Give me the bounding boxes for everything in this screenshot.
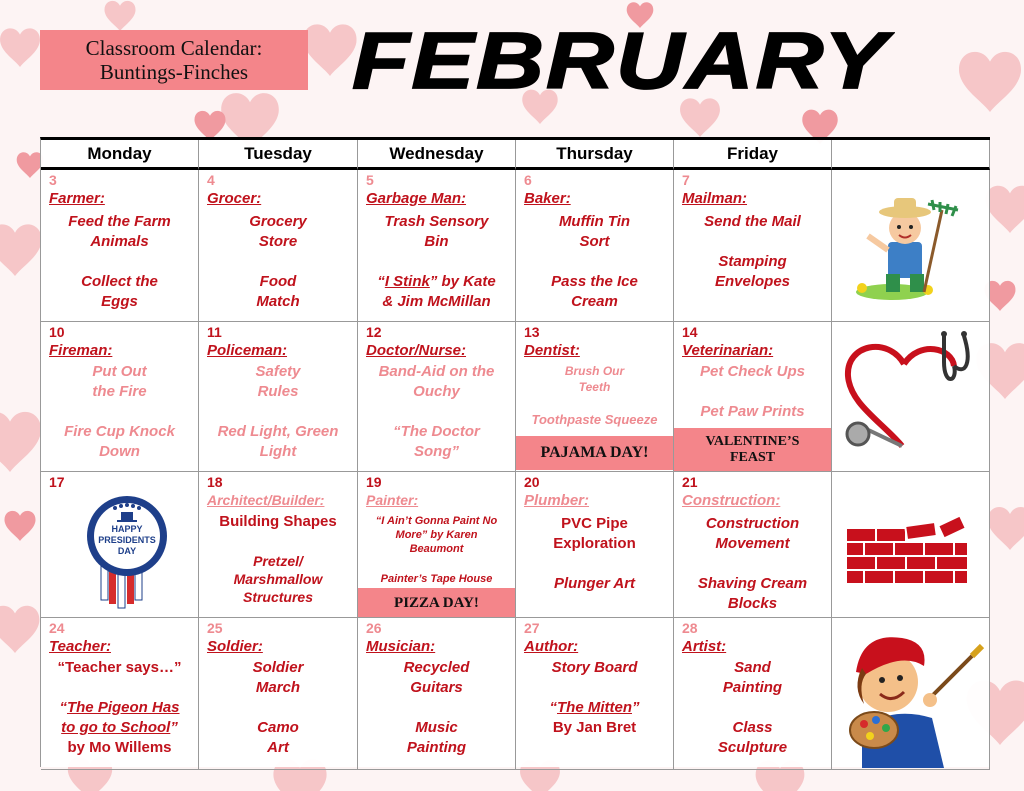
activity-line: Music [415, 719, 458, 736]
day-cell-24 [41, 618, 199, 770]
day-cell-4 [199, 170, 358, 322]
pizza-day-banner: PIZZA DAY! [358, 588, 515, 618]
activity-line: Collect the [81, 273, 158, 290]
activity-line: Sculpture [717, 739, 788, 756]
activity-line: Painter’s Tape House [380, 573, 493, 585]
activity-line: Rules [257, 383, 299, 400]
activity-line: Story Board [551, 659, 638, 676]
day-number: 10 [49, 324, 65, 340]
farmer-icon [832, 170, 990, 322]
activity-line: Muffin Tin [558, 213, 631, 230]
career-label: Garbage Man: [366, 190, 467, 207]
book-title-line: “I Stink” by Kate [377, 273, 496, 290]
header-blank [832, 140, 990, 170]
activity-line: Sand [734, 659, 771, 676]
day-number: 12 [366, 324, 382, 340]
day-cell-18 [199, 472, 358, 618]
badge-line: DAY [117, 546, 137, 556]
day-number: 3 [49, 172, 57, 188]
activity-line: by Mo Willems [67, 739, 172, 756]
activity-line: & Jim McMillan [382, 293, 491, 310]
activity-line: Brush Our [564, 364, 625, 378]
activity-line: More” by Karen [395, 529, 478, 541]
career-label: Artist: [682, 638, 727, 655]
day-cell-26 [358, 618, 516, 770]
day-cell-7 [674, 170, 832, 322]
activity-line: Toothpaste Squeeze [531, 412, 658, 427]
activity-line: Art [267, 739, 289, 756]
activity-line: Cream [571, 293, 618, 310]
banner-line: VALENTINE’S [705, 434, 800, 449]
day-cell-11 [199, 322, 358, 472]
month-title: FEBRUARY [352, 15, 889, 105]
day-cell-14 [674, 322, 832, 472]
day-number: 26 [366, 620, 382, 636]
activity-line: March [255, 679, 301, 696]
activity-line: Fire Cup Knock [64, 423, 175, 440]
day-number: 25 [207, 620, 223, 636]
career-label: Musician: [366, 638, 436, 655]
activity-line: Ouchy [413, 383, 460, 400]
day-number: 5 [366, 172, 374, 188]
activity-line: “Teacher says…” [57, 659, 182, 676]
activity-line: Sort [579, 233, 610, 250]
book-title-line: “The Mitten” [549, 699, 640, 716]
header-tuesday: Tuesday [199, 140, 358, 170]
activity-line: Movement [715, 535, 790, 552]
activity-line: Safety [255, 363, 301, 380]
activity-line: Envelopes [714, 273, 791, 290]
activity-line: Eggs [101, 293, 138, 310]
activity-line: Trash Sensory [384, 213, 489, 230]
activity-line: Store [258, 233, 298, 250]
picture-cell-artist [832, 618, 990, 770]
header-wednesday: Wednesday [358, 140, 516, 170]
stethoscope-icon [832, 322, 990, 472]
activity-line: Song” [414, 443, 459, 460]
activity-line: Painting [722, 679, 783, 696]
activity-line: Construction [705, 515, 800, 532]
banner-line: FEAST [729, 450, 776, 465]
valentines-feast-banner [674, 428, 831, 472]
activity-line: Red Light, Green [217, 423, 339, 440]
career-label: Construction: [682, 492, 781, 509]
day-number: 28 [682, 620, 698, 636]
activity-line: Plunger Art [553, 575, 636, 592]
day-cell-13 [516, 322, 674, 472]
header-monday: Monday [41, 140, 199, 170]
career-label: Architect/Builder: [207, 492, 325, 508]
calendar-title-line2: Buntings-Finches [99, 60, 249, 84]
activity-line: Food [259, 273, 297, 290]
activity-line: Beaumont [409, 543, 464, 555]
book-title: I Stink [384, 273, 430, 290]
header-friday: Friday [674, 140, 832, 170]
header-thursday: Thursday [516, 140, 674, 170]
day-number: 19 [366, 474, 382, 490]
career-label: Author: [524, 638, 579, 655]
career-label: Soldier: [207, 638, 263, 655]
day-number: 21 [682, 474, 698, 490]
book-title: The Pigeon Has [66, 699, 180, 716]
day-number: 24 [49, 620, 65, 636]
activity-line: Animals [90, 233, 149, 250]
activity-line: Send the Mail [704, 213, 801, 230]
activity-line: Structures [242, 589, 314, 605]
activity-line: Down [99, 443, 140, 460]
picture-cell-stethoscope [832, 322, 990, 472]
activity-line: Exploration [553, 535, 636, 552]
activity-line: PVC Pipe [561, 515, 628, 532]
activity-line: the Fire [92, 383, 147, 400]
activity-line: Pet Check Ups [699, 363, 806, 380]
activity-line: “The Doctor [393, 423, 480, 440]
career-label: Farmer: [49, 190, 105, 207]
day-number: 14 [682, 324, 698, 340]
day-cell-17 [41, 472, 199, 618]
career-label: Teacher: [49, 638, 111, 655]
activity-line: Marshmallow [233, 571, 323, 587]
book-title: The Mitten [557, 699, 632, 716]
activity-line: Pretzel/ [253, 553, 303, 569]
picture-cell-bricks [832, 472, 990, 618]
day-cell-19 [358, 472, 516, 618]
day-cell-21 [674, 472, 832, 618]
activity-line: Pass the Ice [551, 273, 638, 290]
day-number: 27 [524, 620, 540, 636]
activity-line: Pet Paw Prints [700, 403, 805, 420]
activity-line: By Jan Bret [552, 719, 637, 736]
day-number: 20 [524, 474, 540, 490]
activity-line: Grocery [249, 213, 307, 230]
book-title-line: to go to School” [61, 719, 178, 736]
book-title-line: “The Pigeon Has [59, 699, 180, 716]
activity-line: Put Out [92, 363, 147, 380]
day-number: 11 [207, 324, 222, 340]
badge-line: HAPPY [111, 524, 143, 534]
brick-wall-icon [832, 472, 990, 618]
career-label: Veterinarian: [682, 342, 774, 359]
day-cell-27 [516, 618, 674, 770]
day-number: 4 [207, 172, 215, 188]
career-label: Baker: [524, 190, 571, 207]
day-number: 6 [524, 172, 532, 188]
day-cell-12 [358, 322, 516, 472]
day-number: 18 [207, 474, 223, 490]
activity-line: Soldier [252, 659, 304, 676]
activity-line: Recycled [403, 659, 470, 676]
activity-line: Class [732, 719, 773, 736]
presidents-day-badge-icon [41, 472, 199, 618]
activity-line: Band-Aid on the [378, 363, 495, 380]
day-cell-25 [199, 618, 358, 770]
book-title: to go to School [61, 719, 171, 736]
badge-line: PRESIDENTS [98, 535, 156, 545]
career-label: Doctor/Nurse: [366, 342, 467, 359]
activity-line: Light [259, 443, 297, 460]
activity-line: Painting [406, 739, 467, 756]
activity-line: Guitars [410, 679, 463, 696]
activity-line: Building Shapes [219, 513, 337, 530]
activity-line: Feed the Farm [68, 213, 171, 230]
day-cell-3 [41, 170, 199, 322]
activity-line: Blocks [727, 595, 778, 612]
day-cell-20 [516, 472, 674, 618]
activity-line: Stamping [718, 253, 787, 270]
career-label: Grocer: [207, 190, 262, 207]
calendar-title-line1: Classroom Calendar: [85, 36, 263, 60]
career-label: Dentist: [524, 342, 580, 359]
career-label: Policeman: [207, 342, 288, 359]
day-cell-6 [516, 170, 674, 322]
career-label: Fireman: [49, 342, 113, 359]
career-label: Plumber: [524, 492, 590, 509]
day-number: 17 [49, 474, 65, 490]
activity-line: “I Ain’t Gonna Paint No [375, 515, 498, 527]
activity-line: Shaving Cream [697, 575, 808, 592]
day-cell-5 [358, 170, 516, 322]
artist-boy-icon [832, 618, 990, 770]
pajama-day-banner: PAJAMA DAY! [516, 436, 673, 470]
career-label: Painter: [366, 492, 419, 508]
day-cell-10 [41, 322, 199, 472]
day-number: 13 [524, 324, 540, 340]
activity-line: Teeth [578, 380, 611, 394]
day-number: 7 [682, 172, 690, 188]
activity-line: Match [256, 293, 300, 310]
activity-line: Camo [257, 719, 299, 736]
day-cell-28 [674, 618, 832, 770]
career-label: Mailman: [682, 190, 748, 207]
calendar-title-box [40, 30, 308, 90]
activity-line: Bin [424, 233, 449, 250]
picture-cell-farmer [832, 170, 990, 322]
calendar-grid [40, 137, 990, 767]
